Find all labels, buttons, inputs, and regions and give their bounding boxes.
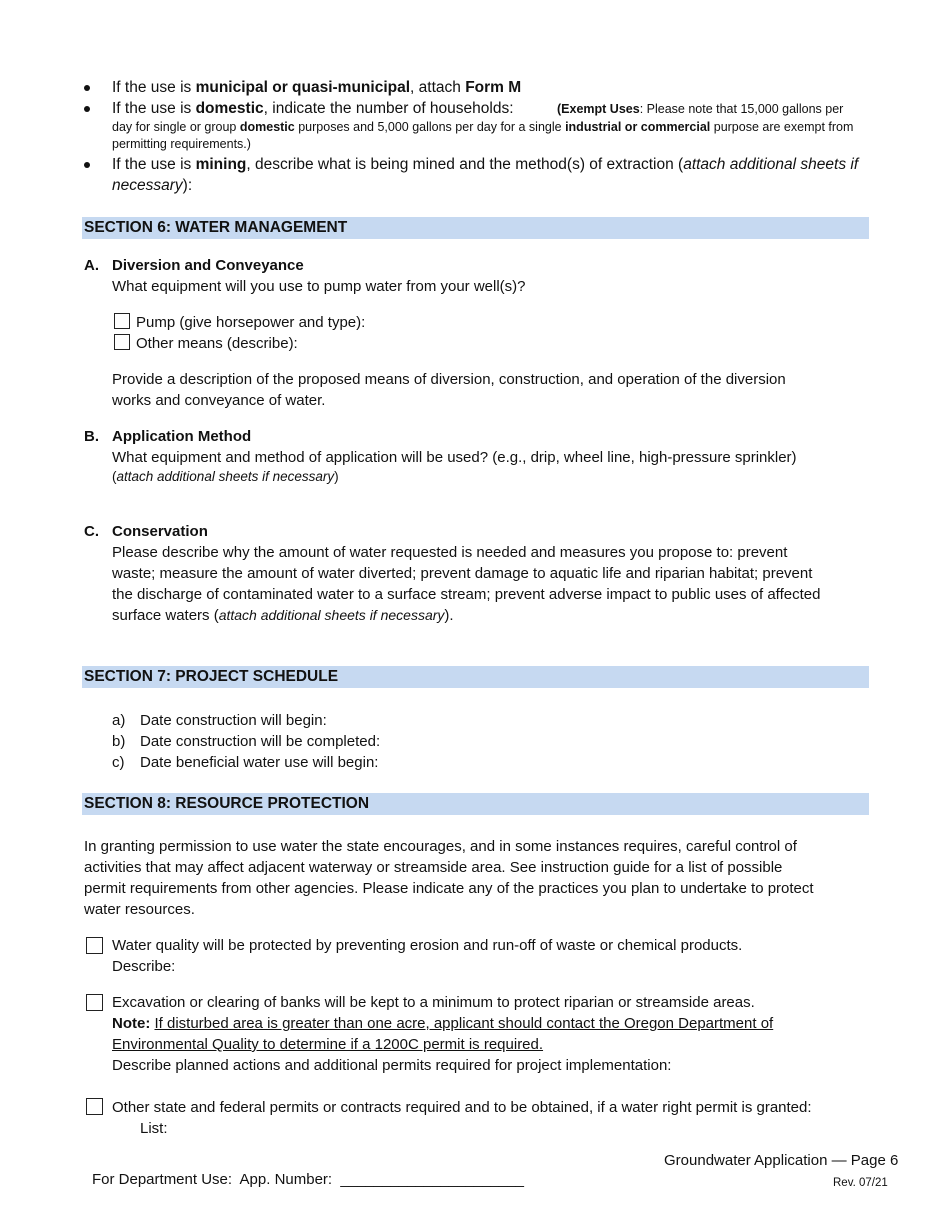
- conservation-line2: waste; measure the amount of water diverted; prevent damage to aquatic life and riparian habitat; prevent: [112, 565, 813, 582]
- resource-intro-line2: activities that may affect adjacent waterway or streamside area. See instruction guide for a list of possible: [84, 859, 783, 876]
- schedule-item-construction-begin: Date construction will begin:: [140, 712, 327, 729]
- section-8-header: SECTION 8: RESOURCE PROTECTION: [82, 793, 869, 815]
- bullet-mining-line2: necessary):: [112, 177, 193, 194]
- section-6b-heading: Application Method: [112, 428, 252, 445]
- resource-intro-line3: permit requirements from other agencies. Please indicate any of the practices you plan to undertake to protect: [84, 880, 814, 897]
- section-6c-heading: Conservation: [112, 523, 208, 540]
- water-quality-describe: Describe:: [112, 958, 176, 975]
- department-use-field: For Department Use: App. Number: ______________________: [92, 1171, 524, 1188]
- section-6a-heading: Diversion and Conveyance: [112, 257, 304, 274]
- bank-clearing-label: Excavation or clearing of banks will be kept to a minimum to protect riparian or streamside areas.: [112, 994, 755, 1011]
- conservation-line4: surface waters (attach additional sheets if necessary).: [112, 607, 454, 624]
- revision-date: Rev. 07/21: [833, 1177, 888, 1189]
- other-permits-label: Other state and federal permits or contracts required and to be obtained, if a water right permit is granted:: [112, 1099, 812, 1116]
- other-means-checkbox[interactable]: [114, 334, 130, 350]
- bullet-marker: [84, 85, 90, 91]
- resource-intro-line1: In granting permission to use water the state encourages, and in some instances requires, careful control of: [84, 838, 797, 855]
- diversion-description-line2: works and conveyance of water.: [112, 392, 326, 409]
- exempt-uses-line3: permitting requirements.): [112, 137, 251, 151]
- water-quality-checkbox[interactable]: [86, 937, 103, 954]
- section-6-header: SECTION 6: WATER MANAGEMENT: [82, 217, 869, 239]
- bullet-marker: [84, 106, 90, 112]
- other-permits-checkbox[interactable]: [86, 1098, 103, 1115]
- bank-clearing-describe: Describe planned actions and additional permits required for project implementation:: [112, 1057, 672, 1074]
- other-permits-list: List:: [140, 1120, 168, 1137]
- schedule-item-marker: c): [112, 754, 125, 771]
- exempt-uses-note: (Exempt Uses: Please note that 15,000 gallons per: [557, 102, 844, 116]
- bullet-domestic: If the use is domestic, indicate the number of households:: [112, 100, 514, 117]
- bullet-municipal: If the use is municipal or quasi-municipal, attach Form M: [112, 79, 522, 96]
- page-footer-label: Groundwater Application — Page 6: [664, 1152, 899, 1169]
- diversion-description-line1: Provide a description of the proposed means of diversion, construction, and operation of the diversion: [112, 371, 786, 388]
- conservation-line1: Please describe why the amount of water requested is needed and measures you propose to: prevent: [112, 544, 788, 561]
- section-6b-question: What equipment and method of application will be used? (e.g., drip, wheel line, high-pressure sprinkler): [112, 449, 797, 466]
- bullet-mining: If the use is mining, describe what is being mined and the method(s) of extraction (attach additional sheets if: [112, 156, 859, 173]
- schedule-item-marker: a): [112, 712, 126, 729]
- bank-clearing-checkbox[interactable]: [86, 994, 103, 1011]
- section-7-header: SECTION 7: PROJECT SCHEDULE: [82, 666, 869, 688]
- section-6a-letter: A.: [84, 257, 99, 274]
- section-6c-letter: C.: [84, 523, 99, 540]
- bullet-marker: [84, 162, 90, 168]
- schedule-item-marker: b): [112, 733, 126, 750]
- resource-intro-line4: water resources.: [84, 901, 195, 918]
- pump-checkbox[interactable]: [114, 313, 130, 329]
- schedule-item-water-use-begin: Date beneficial water use will begin:: [140, 754, 379, 771]
- bank-clearing-note: Note: If disturbed area is greater than one acre, applicant should contact the Oregon Department of: [112, 1015, 774, 1032]
- exempt-uses-line2: day for single or group domestic purposes and 5,000 gallons per day for a single industrial or commercial purpose are exempt from: [112, 120, 854, 134]
- section-6b-attach-note: (attach additional sheets if necessary): [112, 469, 339, 484]
- other-means-label: Other means (describe):: [136, 335, 298, 352]
- section-6a-question: What equipment will you use to pump water from your well(s)?: [112, 278, 526, 295]
- schedule-item-construction-complete: Date construction will be completed:: [140, 733, 381, 750]
- section-6b-letter: B.: [84, 428, 99, 445]
- water-quality-label: Water quality will be protected by preventing erosion and run-off of waste or chemical products.: [112, 937, 743, 954]
- conservation-line3: the discharge of contaminated water to a surface stream; prevent adverse impact to public uses of affected: [112, 586, 821, 603]
- pump-label: Pump (give horsepower and type):: [136, 314, 366, 331]
- bank-clearing-note-line2: Environmental Quality to determine if a 1200C permit is required.: [112, 1036, 544, 1053]
